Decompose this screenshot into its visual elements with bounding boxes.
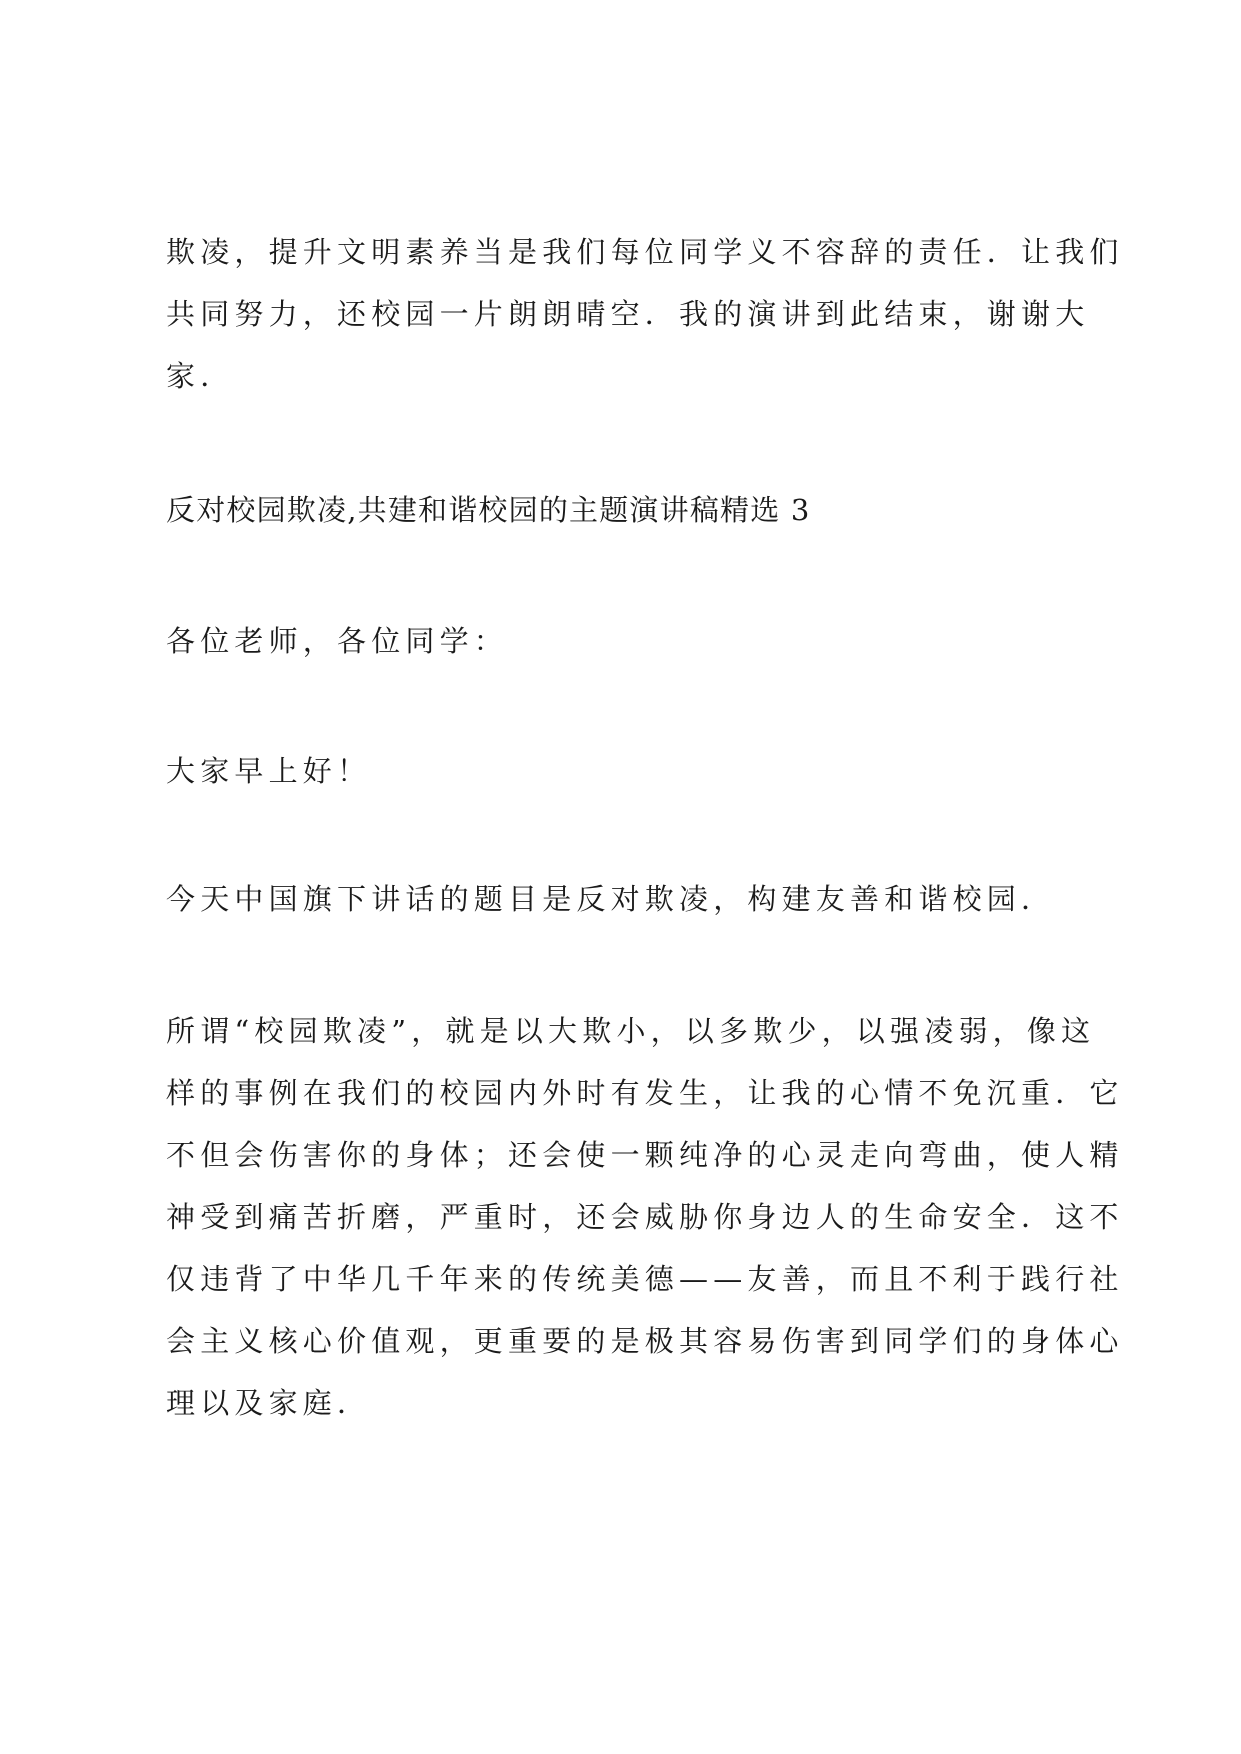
paragraph-line: 所谓“校园欺凌”，就是以大欺小，以多欺少，以强凌弱，像这 — [166, 1014, 1096, 1048]
paragraph-line: 家． — [166, 359, 235, 393]
paragraph-line: 仅违背了中华几千年来的传统美德——友善，而且不利于践行社 — [166, 1262, 1124, 1296]
speech-topic: 今天中国旗下讲话的题目是反对欺凌，构建友善和谐校园． — [166, 882, 1056, 916]
paragraph-line: 共同努力，还校园一片朗朗晴空．我的演讲到此结束，谢谢大 — [166, 297, 1090, 331]
section-heading: 反对校园欺凌,共建和谐校园的主题演讲稿精选 3 — [166, 493, 811, 527]
closing-paragraph — [166, 221, 1124, 407]
greeting-line: 各位老师，各位同学： — [166, 624, 509, 658]
body-paragraph — [166, 1000, 1124, 1434]
paragraph-line: 理以及家庭． — [166, 1386, 372, 1420]
paragraph-line: 不但会伤害你的身体；还会使一颗纯净的心灵走向弯曲，使人精 — [166, 1138, 1124, 1172]
paragraph-line: 欺凌，提升文明素养当是我们每位同学义不容辞的责任．让我们 — [166, 235, 1124, 269]
morning-greeting: 大家早上好！ — [166, 754, 372, 788]
paragraph-line: 样的事例在我们的校园内外时有发生，让我的心情不免沉重．它 — [166, 1076, 1124, 1110]
paragraph-line: 神受到痛苦折磨，严重时，还会威胁你身边人的生命安全．这不 — [166, 1200, 1124, 1234]
paragraph-line: 会主义核心价值观，更重要的是极其容易伤害到同学们的身体心 — [166, 1324, 1124, 1358]
